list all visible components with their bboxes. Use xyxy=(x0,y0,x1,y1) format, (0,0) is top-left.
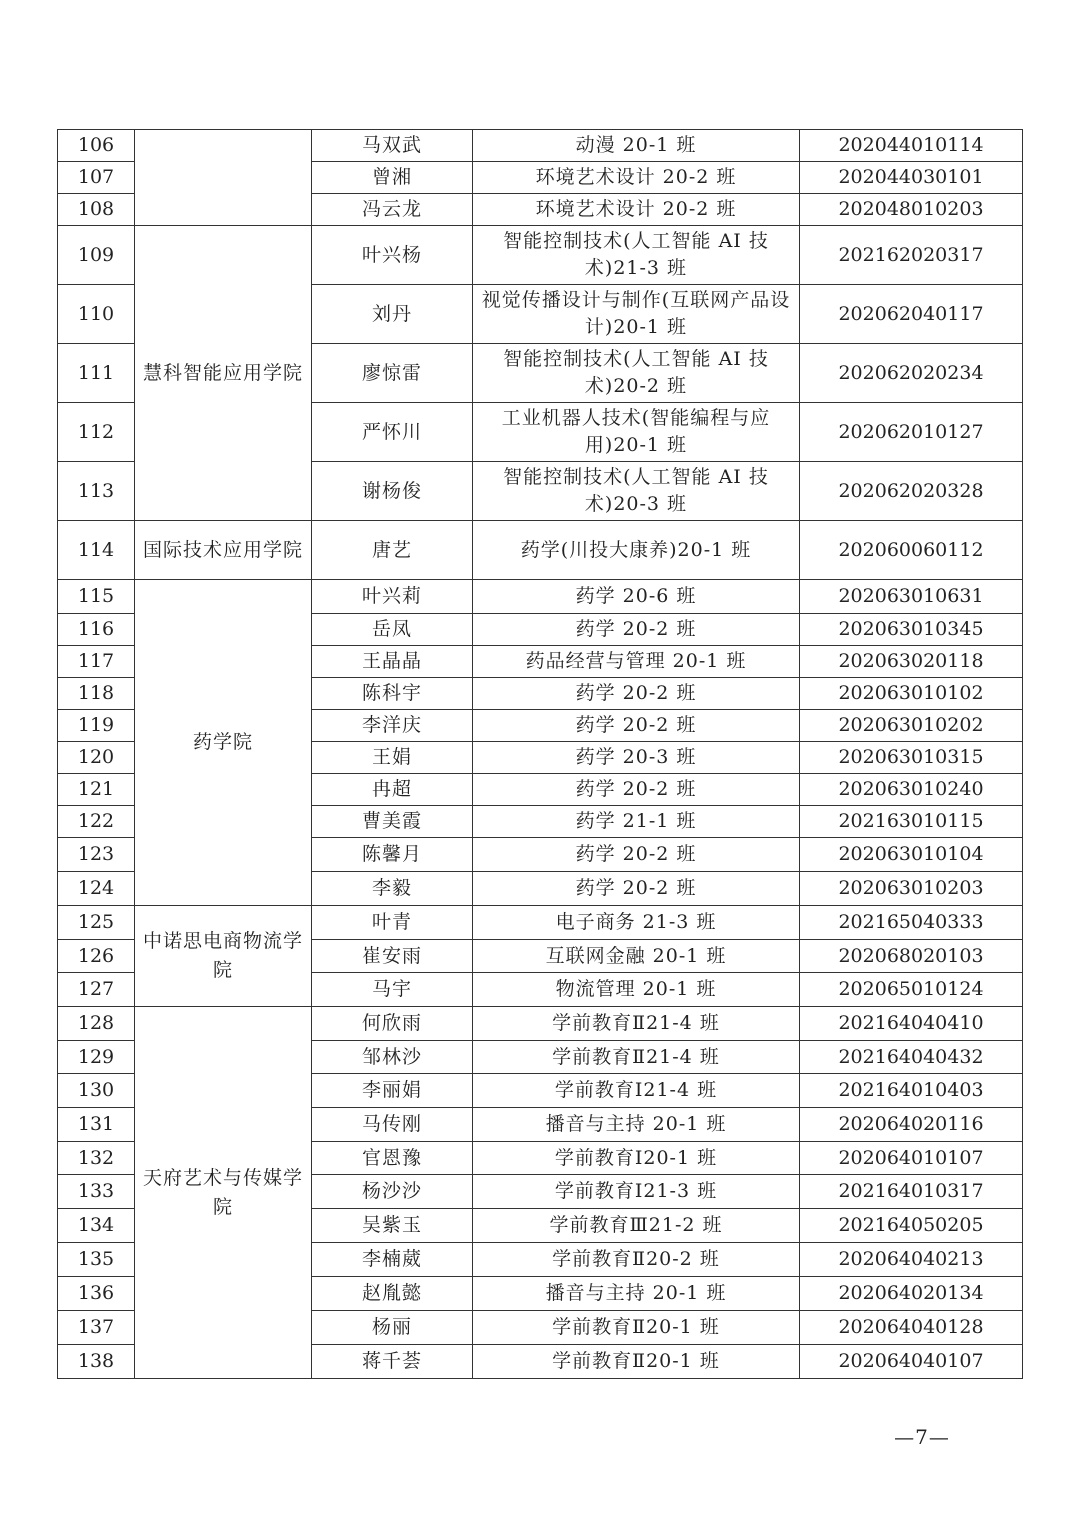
student-id: 202062020234 xyxy=(800,344,1023,403)
class-name: 环境艺术设计 20-2 班 xyxy=(473,162,800,194)
class-name: 播音与主持 20-1 班 xyxy=(473,1277,800,1311)
student-name: 官恩豫 xyxy=(312,1142,473,1175)
student-name: 马双武 xyxy=(312,130,473,162)
table-row xyxy=(58,521,1023,580)
class-name: 学前教育Ⅲ21-2 班 xyxy=(473,1209,800,1243)
student-id: 202164050205 xyxy=(800,1209,1023,1243)
student-id: 202063020118 xyxy=(800,646,1023,678)
college-name: 中诺思电商物流学院 xyxy=(135,906,312,1007)
student-id: 202063010240 xyxy=(800,774,1023,806)
class-name: 环境艺术设计 20-2 班 xyxy=(473,194,800,226)
row-number: 116 xyxy=(58,614,135,646)
row-number: 125 xyxy=(58,906,135,940)
student-name: 刘丹 xyxy=(312,285,473,344)
class-name: 学前教育Ⅰ20-1 班 xyxy=(473,1142,800,1175)
student-name: 吴紫玉 xyxy=(312,1209,473,1243)
student-name: 杨沙沙 xyxy=(312,1175,473,1209)
table-row xyxy=(58,906,1023,940)
class-name: 播音与主持 20-1 班 xyxy=(473,1108,800,1142)
row-number: 110 xyxy=(58,285,135,344)
student-name: 叶兴莉 xyxy=(312,580,473,614)
student-name: 岳凤 xyxy=(312,614,473,646)
row-number: 109 xyxy=(58,226,135,285)
college-name: 慧科智能应用学院 xyxy=(135,226,312,521)
class-name: 互联网金融 20-1 班 xyxy=(473,940,800,973)
student-id: 202048010203 xyxy=(800,194,1023,226)
student-id: 202044030101 xyxy=(800,162,1023,194)
student-id: 202064040213 xyxy=(800,1243,1023,1277)
student-name: 叶兴杨 xyxy=(312,226,473,285)
college-name xyxy=(135,130,312,226)
class-name: 学前教育Ⅱ21-4 班 xyxy=(473,1041,800,1074)
row-number: 124 xyxy=(58,872,135,906)
class-name: 智能控制技术(人工智能 AI 技术)20-3 班 xyxy=(473,462,800,521)
row-number: 134 xyxy=(58,1209,135,1243)
row-number: 115 xyxy=(58,580,135,614)
row-number: 119 xyxy=(58,710,135,742)
student-name: 马传刚 xyxy=(312,1108,473,1142)
class-name: 学前教育Ⅱ20-2 班 xyxy=(473,1243,800,1277)
student-id: 202064020134 xyxy=(800,1277,1023,1311)
student-name: 陈馨月 xyxy=(312,838,473,872)
student-id: 202062010127 xyxy=(800,403,1023,462)
student-id: 202062020328 xyxy=(800,462,1023,521)
row-number: 130 xyxy=(58,1074,135,1108)
class-name: 药学 20-2 班 xyxy=(473,838,800,872)
student-name: 马宇 xyxy=(312,973,473,1007)
row-number: 129 xyxy=(58,1041,135,1074)
student-id: 202064010107 xyxy=(800,1142,1023,1175)
row-number: 122 xyxy=(58,806,135,838)
class-name: 视觉传播设计与制作(互联网产品设计)20-1 班 xyxy=(473,285,800,344)
student-name: 曾湘 xyxy=(312,162,473,194)
student-list-table xyxy=(57,129,1023,1379)
student-id: 202062040117 xyxy=(800,285,1023,344)
student-id: 202064040107 xyxy=(800,1345,1023,1379)
row-number: 108 xyxy=(58,194,135,226)
class-name: 药学(川投大康养)20-1 班 xyxy=(473,521,800,580)
class-name: 药学 21-1 班 xyxy=(473,806,800,838)
student-id: 202165040333 xyxy=(800,906,1023,940)
row-number: 121 xyxy=(58,774,135,806)
student-id: 202164040410 xyxy=(800,1007,1023,1041)
table-row xyxy=(58,226,1023,285)
row-number: 118 xyxy=(58,678,135,710)
student-name: 王娟 xyxy=(312,742,473,774)
class-name: 学前教育Ⅰ21-4 班 xyxy=(473,1074,800,1108)
student-id: 202063010104 xyxy=(800,838,1023,872)
student-id: 202068020103 xyxy=(800,940,1023,973)
college-name: 药学院 xyxy=(135,580,312,906)
table-row xyxy=(58,1007,1023,1041)
row-number: 128 xyxy=(58,1007,135,1041)
row-number: 138 xyxy=(58,1345,135,1379)
student-name: 叶青 xyxy=(312,906,473,940)
page-number: —7— xyxy=(894,1425,950,1449)
row-number: 137 xyxy=(58,1311,135,1345)
student-name: 杨丽 xyxy=(312,1311,473,1345)
row-number: 132 xyxy=(58,1142,135,1175)
row-number: 126 xyxy=(58,940,135,973)
student-id: 202164010403 xyxy=(800,1074,1023,1108)
student-id: 202063010102 xyxy=(800,678,1023,710)
student-id: 202064020116 xyxy=(800,1108,1023,1142)
row-number: 123 xyxy=(58,838,135,872)
student-name: 何欣雨 xyxy=(312,1007,473,1041)
student-id: 202162020317 xyxy=(800,226,1023,285)
class-name: 药学 20-2 班 xyxy=(473,872,800,906)
student-name: 陈科宇 xyxy=(312,678,473,710)
row-number: 133 xyxy=(58,1175,135,1209)
college-name: 国际技术应用学院 xyxy=(135,521,312,580)
class-name: 药品经营与管理 20-1 班 xyxy=(473,646,800,678)
student-id: 202063010203 xyxy=(800,872,1023,906)
class-name: 学前教育Ⅱ20-1 班 xyxy=(473,1311,800,1345)
student-name: 冉超 xyxy=(312,774,473,806)
class-name: 智能控制技术(人工智能 AI 技术)21-3 班 xyxy=(473,226,800,285)
class-name: 药学 20-2 班 xyxy=(473,614,800,646)
student-name: 廖惊雷 xyxy=(312,344,473,403)
student-id: 202163010115 xyxy=(800,806,1023,838)
student-id: 202064040128 xyxy=(800,1311,1023,1345)
student-name: 李毅 xyxy=(312,872,473,906)
student-name: 王晶晶 xyxy=(312,646,473,678)
row-number: 136 xyxy=(58,1277,135,1311)
student-name: 曹美霞 xyxy=(312,806,473,838)
class-name: 药学 20-2 班 xyxy=(473,774,800,806)
student-name: 唐艺 xyxy=(312,521,473,580)
row-number: 107 xyxy=(58,162,135,194)
table-body xyxy=(58,130,1023,1379)
row-number: 114 xyxy=(58,521,135,580)
student-id: 202044010114 xyxy=(800,130,1023,162)
student-name: 赵胤懿 xyxy=(312,1277,473,1311)
row-number: 112 xyxy=(58,403,135,462)
class-name: 动漫 20-1 班 xyxy=(473,130,800,162)
student-name: 邹林沙 xyxy=(312,1041,473,1074)
student-name: 谢杨俊 xyxy=(312,462,473,521)
class-name: 学前教育Ⅰ21-3 班 xyxy=(473,1175,800,1209)
class-name: 智能控制技术(人工智能 AI 技术)20-2 班 xyxy=(473,344,800,403)
student-id: 202164010317 xyxy=(800,1175,1023,1209)
class-name: 药学 20-6 班 xyxy=(473,580,800,614)
class-name: 药学 20-3 班 xyxy=(473,742,800,774)
student-id: 202063010631 xyxy=(800,580,1023,614)
student-name: 李丽娟 xyxy=(312,1074,473,1108)
student-name: 蒋千荟 xyxy=(312,1345,473,1379)
student-name: 冯云龙 xyxy=(312,194,473,226)
student-id: 202065010124 xyxy=(800,973,1023,1007)
student-id: 202164040432 xyxy=(800,1041,1023,1074)
row-number: 111 xyxy=(58,344,135,403)
class-name: 物流管理 20-1 班 xyxy=(473,973,800,1007)
row-number: 113 xyxy=(58,462,135,521)
row-number: 106 xyxy=(58,130,135,162)
row-number: 117 xyxy=(58,646,135,678)
student-id: 202063010202 xyxy=(800,710,1023,742)
row-number: 135 xyxy=(58,1243,135,1277)
student-name: 李楠葳 xyxy=(312,1243,473,1277)
college-name: 天府艺术与传媒学院 xyxy=(135,1007,312,1379)
student-id: 202063010315 xyxy=(800,742,1023,774)
row-number: 120 xyxy=(58,742,135,774)
student-name: 严怀川 xyxy=(312,403,473,462)
class-name: 药学 20-2 班 xyxy=(473,710,800,742)
student-name: 李洋庆 xyxy=(312,710,473,742)
table-row xyxy=(58,130,1023,162)
row-number: 127 xyxy=(58,973,135,1007)
row-number: 131 xyxy=(58,1108,135,1142)
class-name: 学前教育Ⅱ20-1 班 xyxy=(473,1345,800,1379)
class-name: 药学 20-2 班 xyxy=(473,678,800,710)
student-name: 崔安雨 xyxy=(312,940,473,973)
student-id: 202060060112 xyxy=(800,521,1023,580)
class-name: 工业机器人技术(智能编程与应用)20-1 班 xyxy=(473,403,800,462)
table-row xyxy=(58,580,1023,614)
class-name: 电子商务 21-3 班 xyxy=(473,906,800,940)
student-id: 202063010345 xyxy=(800,614,1023,646)
class-name: 学前教育Ⅱ21-4 班 xyxy=(473,1007,800,1041)
